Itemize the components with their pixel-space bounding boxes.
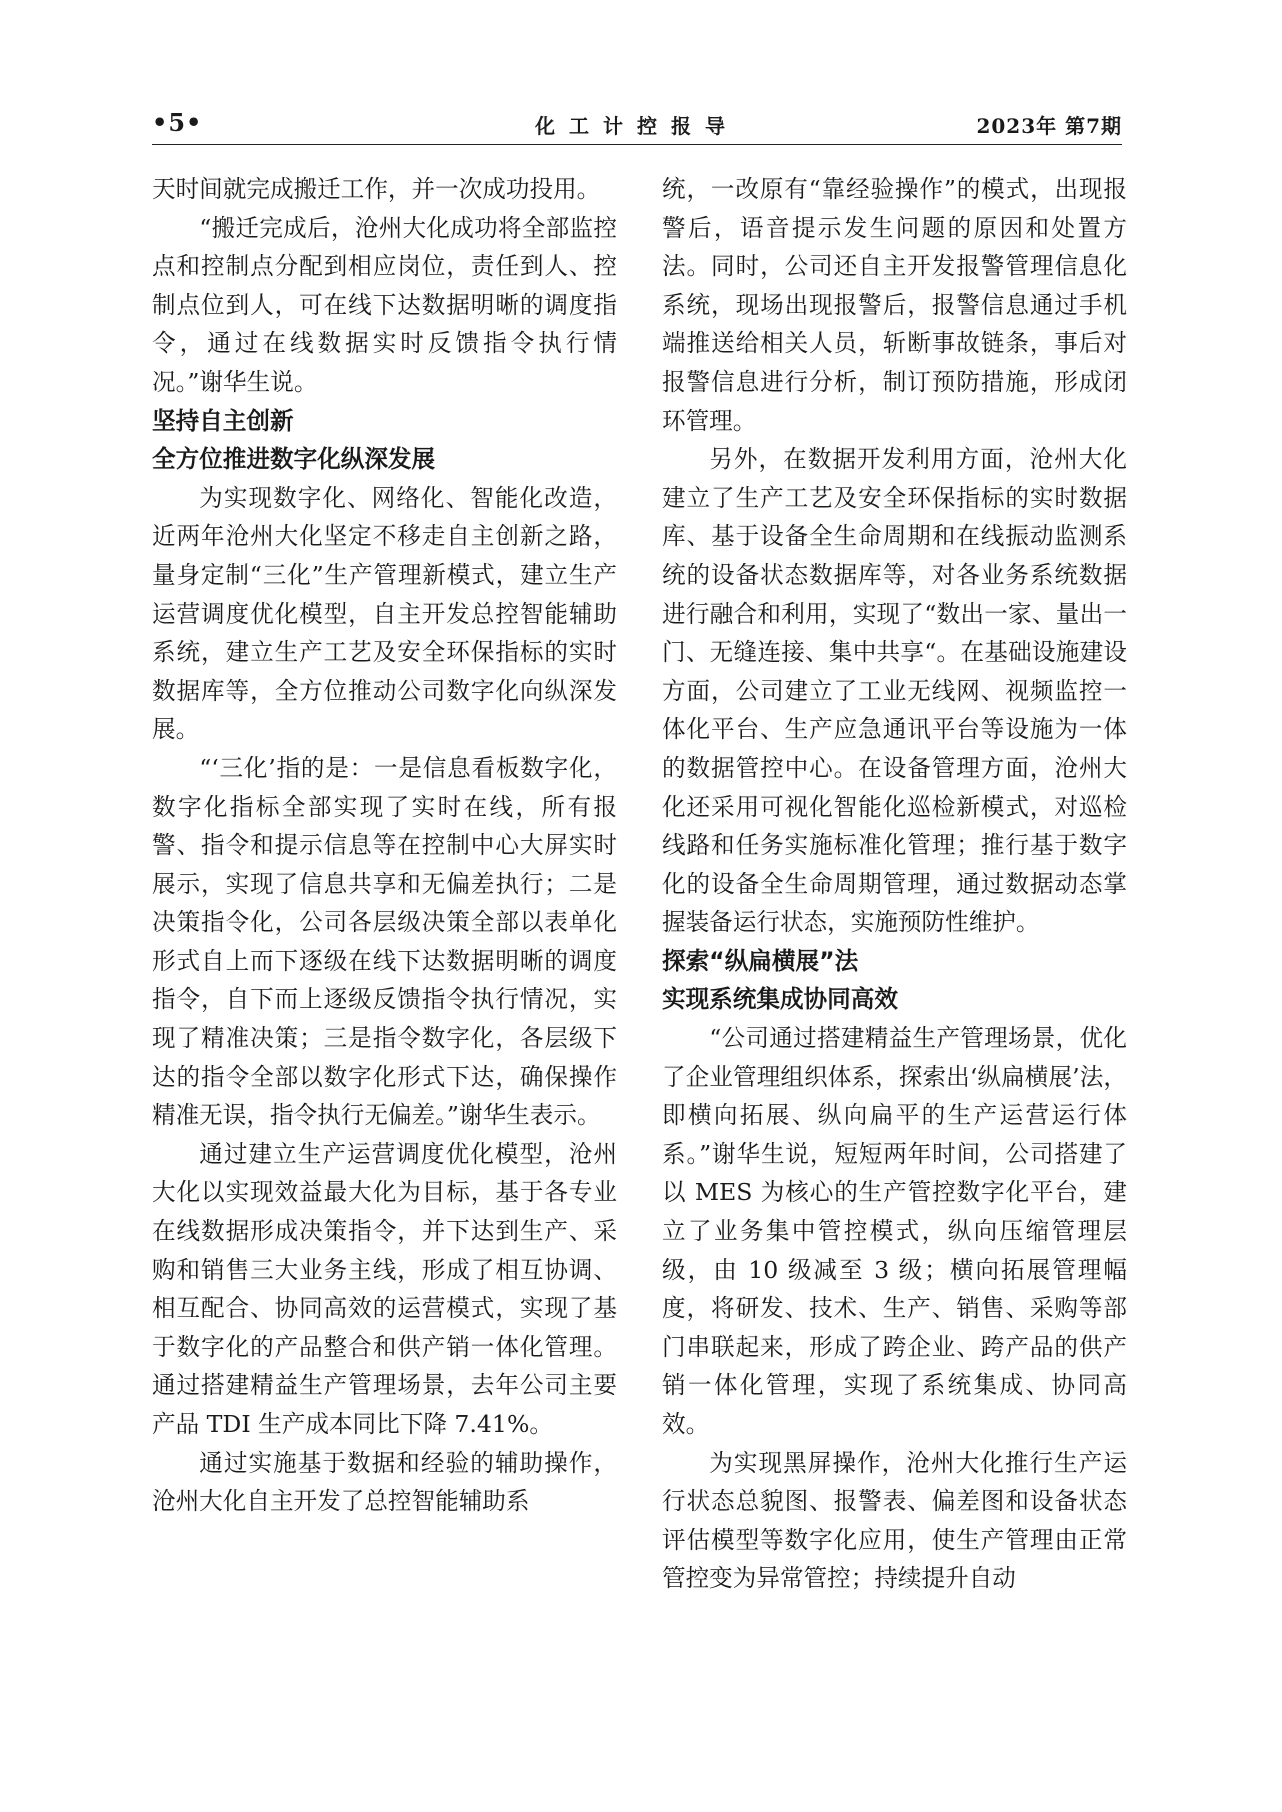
paragraph: 为实现数字化、网络化、智能化改造，近两年沧州大化坚定不移走自主创新之路，量身定制“三化”生产管理新模式，建立生产运营调度优化模型，自主开发总控智能辅助系统，建立生产工艺及安全环保指标的实时数据库等，全方位推动公司数字化向纵深发展。 [152,483,617,744]
paragraph: 天时间就完成搬迁工作，并一次成功投用。 [152,175,601,203]
paragraph: 通过建立生产运营调度优化模型，沧州大化以实现效益最大化为目标，基于各专业在线数据形成决策指令，并下达到生产、采购和销售三大业务主线，形成了相互协调、相互配合、协同高效的运营模式，实现了基于数字化的产品整合和供产销一体化管理。通过搭建精益生产管理场景，去年公司主要产品 TDI 生产成本同比下降 7.41%。 [152,1139,617,1438]
section-heading: 坚持自主创新 [152,406,294,435]
paragraph: “‘三化’指的是：一是信息看板数字化，数字化指标全部实现了实时在线，所有报警、指令和提示信息等在控制中心大屏实时展示，实现了信息共享和无偏差执行；二是决策指令化，公司各层级决策全部以表单化形式自上而下逐级在线下达数据明晰的调度指令，自下而上逐级反馈指令执行情况，实现了精准决策；三是指令数字化，各层级下达的指令全部以数字化形式下达，确保操作精准无误，指令执行无偏差。”谢华生表示。 [152,753,617,1130]
right-column [662,170,1127,1598]
page-header [152,104,1122,145]
paragraph: “公司通过搭建精益生产管理场景，优化了企业管理组织体系，探索出‘纵扁横展’法，即横向拓展、纵向扁平的生产运营运行体系。”谢华生说，短短两年时间，公司搭建了以 MES 为核心的生产管控数字化平台，建立了业务集中管控模式，纵向压缩管理层级，由 10 级减至 3 级；横向拓展管理幅度，将研发、技术、生产、销售、采购等部门串联起来，形成了跨企业、跨产品的供产销一体化管理，实现了系统集成、协同高效。 [662,1024,1127,1438]
journal-title: 化工计控报导 [535,114,739,138]
section-heading: 探索“纵扁横展”法 [662,946,859,975]
section-subheading: 全方位推进数字化纵深发展 [152,445,436,474]
left-column [152,170,617,1521]
section-subheading: 实现系统集成协同高效 [662,985,898,1014]
paragraph: 通过实施基于数据和经验的辅助操作，沧州大化自主开发了总控智能辅助系 [152,1448,617,1516]
paragraph: 为实现黑屏操作，沧州大化推行生产运行状态总貌图、报警表、偏差图和设备状态评估模型等数字化应用，使生产管理由正常管控变为异常管控；持续提升自动 [662,1448,1127,1593]
issue-label: 2023年 第7期 [976,114,1122,138]
paragraph: “搬迁完成后，沧州大化成功将全部监控点和控制点分配到相应岗位，责任到人、控制点位到人，可在线下达数据明晰的调度指令，通过在线数据实时反馈指令执行情况。”谢华生说。 [152,213,617,396]
paragraph: 另外，在数据开发利用方面，沧州大化建立了生产工艺及安全环保指标的实时数据库、基于设备全生命周期和在线振动监测系统的设备状态数据库等，对各业务系统数据进行融合和利用，实现了“数出一家、量出一门、无缝连接、集中共享“。在基础设施建设方面，公司建立了工业无线网、视频监控一体化平台、生产应急通讯平台等设施为一体的数据管控中心。在设备管理方面，沧州大化还采用可视化智能化巡检新模式，对巡检线路和任务实施标准化管理；推行基于数字化的设备全生命周期管理，通过数据动态掌握装备运行状态，实施预防性维护。 [662,445,1127,937]
page-number: •5• [152,108,203,137]
paragraph: 统，一改原有“靠经验操作”的模式，出现报警后，语音提示发生问题的原因和处置方法。同时，公司还自主开发报警管理信息化系统，现场出现报警后，报警信息通过手机端推送给相关人员，斩断事故链条，事后对报警信息进行分析，制订预防措施，形成闭环管理。 [662,175,1127,435]
